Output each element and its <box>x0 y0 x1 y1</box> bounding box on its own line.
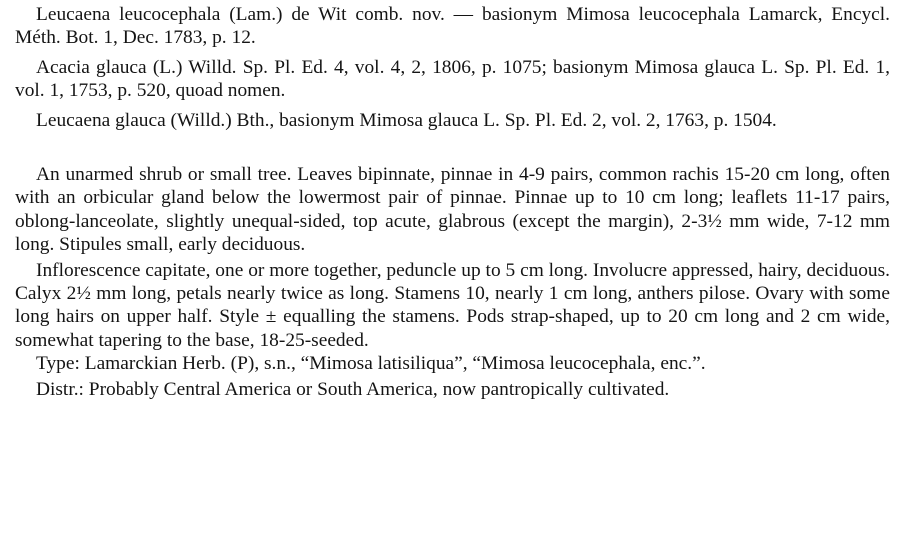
synonym-acacia-glauca: Acacia glauca (L.) Willd. Sp. Pl. Ed. 4, vol. 4, 2, 1806, p. 1075; basionym Mimosa glauca L. Sp. Pl. Ed. 1, vol. 1, 1753, p. 520, quoad nomen. <box>15 56 890 102</box>
document-page <box>15 3 890 401</box>
synonym-leucaena-leucocephala: Leucaena leucocephala (Lam.) de Wit comb. nov. — basionym Mimosa leucocephala Lamarck, Encycl. Méth. Bot. 1, Dec. 1783, p. 12. <box>15 4 890 49</box>
type-specimen: Type: Lamarckian Herb. (P), s.n., “Mimosa latisiliqua”, “Mimosa leucocephala, enc.”. <box>36 353 706 375</box>
synonym-leucaena-glauca: Leucaena glauca (Willd.) Bth., basionym Mimosa glauca L. Sp. Pl. Ed. 2, vol. 2, 1763, p. 1504. <box>36 109 777 131</box>
description-inflorescence: Inflorescence capitate, one or more together, peduncle up to 5 cm long. Involucre appressed, hairy, deciduous. Calyx 2½ mm long, petals nearly twice as long. Stamens 10, nearly 1 cm long, anthers pilose. Ovary with some long hairs on upper half. Style ± equalling the stamens. Pods strap-shaped, up to 20 cm long and 2 cm wide, somewhat tapering to the base, 18-25-seeded. <box>15 259 890 351</box>
distribution: Distr.: Probably Central America or South America, now pantropically cultivated. <box>36 378 670 400</box>
description-habit: An unarmed shrub or small tree. Leaves bipinnate, pinnae in 4-9 pairs, common rachis 15-20 cm long, often with an orbicular gland below the lowermost pair of pinnae. Pinnae up to 10 cm long; leaflets 11-17 pairs, oblong-lanceolate, slightly unequal-sided, top acute, glabrous (except the margin), 2-3½ mm wide, 7-12 mm long. Stipules small, early deciduous. <box>15 164 890 256</box>
